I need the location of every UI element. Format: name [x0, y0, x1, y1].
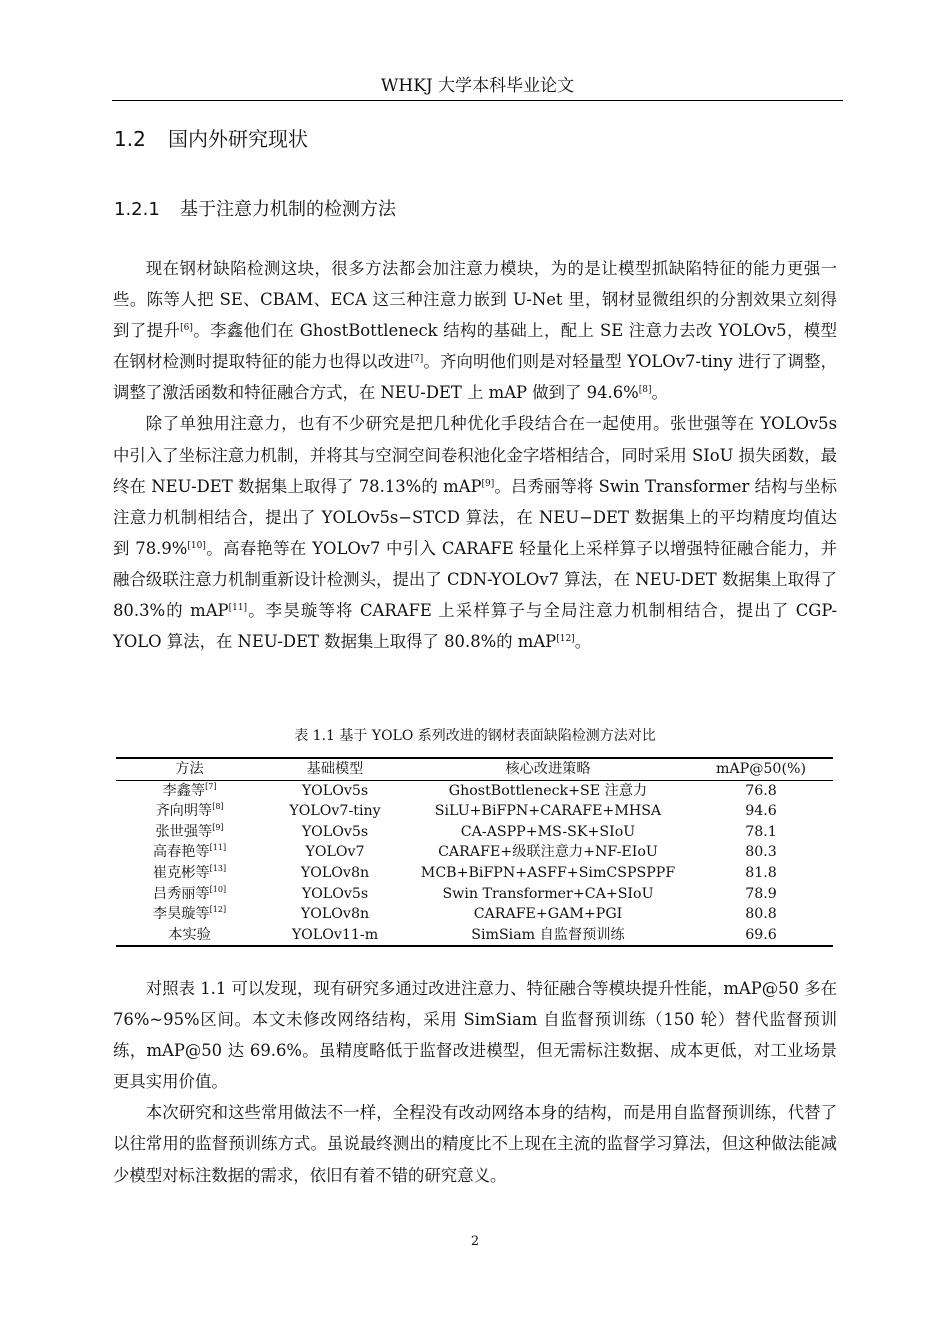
- cell-base-model: YOLOv5s: [301, 782, 369, 799]
- paragraph-text: 。吕秀丽等将 Swin Transformer 结构与坐标注意力机制相结合，提出了 YOLOv5s−STCD 算法，在 NEU−DET 数据集上的平均精度均值达到 78.9%: [113, 476, 837, 558]
- cell-map: 69.6: [745, 926, 777, 943]
- paragraph-text: 。李昊璇等将 CARAFE 上采样算子与全局注意力机制相结合，提出了 CGP-YOLO 算法，在 NEU-DET 数据集上取得了 80.8%的 mAP: [113, 601, 838, 652]
- page-number: 2: [470, 1234, 480, 1249]
- cell-strategy: CARAFE+级联注意力+NF-EIoU: [438, 844, 658, 861]
- cell-map: 76.8: [745, 782, 777, 799]
- table-header-row: [116, 758, 833, 780]
- table-header: [116, 758, 833, 780]
- cell-base-model: YOLOv11-m: [291, 926, 379, 943]
- section-heading: [114, 124, 308, 154]
- citation: [13]: [209, 863, 227, 873]
- table-row: [116, 925, 833, 947]
- citation: [10]: [209, 884, 227, 894]
- method-name: 张世强等: [155, 823, 213, 840]
- cell-strategy: SiLU+BiFPN+CARAFE+MHSA: [434, 803, 662, 820]
- table-row: [116, 863, 833, 884]
- section-title: 国内外研究现状: [168, 127, 308, 151]
- column-header-base-model: 基础模型: [306, 761, 364, 777]
- citation: [11]: [228, 603, 248, 614]
- paragraph-text: 。齐向明他们则是对轻量型 YOLOv7-tiny 进行了调整，调整了激活函数和特征融合方式，在 NEU-DET 上 mAP 做到了 94.6%: [113, 352, 837, 403]
- running-header: WHKJ 大学本科毕业论文: [380, 76, 575, 96]
- cell-base-model: YOLOv8n: [300, 864, 370, 881]
- cell-method: [116, 925, 263, 947]
- column-header-map: mAP@50(%): [715, 761, 807, 777]
- paragraph-text: 除了单独用注意力，也有不少研究是把几种优化手段结合在一起使用。张世强等在 YOLOv5s 中引入了坐标注意力机制，并将其与空洞空间卷积池化金字塔相结合，同时采用 SIoU 损失函数，最终在 NEU-DET 数据集上取得了 78.13%的 mAP: [113, 414, 837, 496]
- cell-map: 80.3: [745, 844, 777, 861]
- method-name: 高春艳等: [152, 844, 210, 861]
- section-number: 1.2: [114, 127, 146, 151]
- paragraph-text: 。高春艳等在 YOLOv7 中引入 CARAFE 轻量化上采样算子以增强特征融合能力，并融合级联注意力机制重新设计检测头，提出了 CDN-YOLOv7 算法，在 NEU-DET 数据集上取得了 80.3%的 mAP: [113, 538, 838, 621]
- paragraph-text: 。: [651, 383, 668, 403]
- citation: [7]: [410, 354, 424, 365]
- citation: [12]: [209, 905, 227, 915]
- citation: [8]: [212, 802, 224, 812]
- subsection-title: 基于注意力机制的检测方法: [180, 199, 396, 220]
- header-rule: [112, 100, 843, 101]
- column-header-strategy: 核心改进策略: [505, 761, 591, 777]
- method-name: 崔克彬等: [152, 864, 210, 881]
- cell-base-model: YOLOv7-tiny: [289, 803, 381, 820]
- cell-base-model: YOLOv7: [305, 844, 365, 861]
- comparison-table: [116, 757, 833, 947]
- table-body: [116, 780, 833, 946]
- body-text-upper: [113, 253, 837, 657]
- paragraph-3: [113, 973, 837, 1097]
- cell-strategy: CA-ASPP+MS-SK+SIoU: [460, 823, 636, 840]
- citation: [11]: [209, 843, 227, 853]
- method-name: 本实验: [168, 926, 211, 943]
- method-name: 李鑫等: [162, 782, 206, 799]
- table-row: [116, 884, 833, 905]
- cell-method: [116, 842, 263, 863]
- table-row: [116, 822, 833, 843]
- table-row: [116, 780, 833, 801]
- cell-method: [116, 904, 263, 925]
- cell-map: 80.8: [745, 906, 777, 923]
- column-header-method: 方法: [175, 761, 204, 777]
- subsection-heading: [114, 195, 396, 225]
- paragraph-2: [113, 408, 837, 657]
- paragraph-text: 对照表 1.1 可以发现，现有研究多通过改进注意力、特征融合等模块提升性能，mAP@50 多在 76%~95%区间。本文未修改网络结构，采用 SimSiam 自监督预训练（150 轮）替代监督预训练，mAP@50 达 69.6%。虽精度略低于监督改进模型，但无需标注数据、成本更低，对工业场景更具实用价值。: [113, 979, 837, 1092]
- cell-base-model: YOLOv8n: [300, 906, 370, 923]
- body-text-lower: [113, 973, 837, 1191]
- paragraph-text: 。: [574, 632, 592, 652]
- citation: [8]: [638, 385, 652, 396]
- paragraph-text: 现在钢材缺陷检测这块，很多方法都会加注意力模块，为的是让模型抓缺陷特征的能力更强一些。陈等人把 SE、CBAM、ECA 这三种注意力嵌到 U-Net 里，钢材显微组织的分割效果立刻得到了提升: [113, 259, 837, 341]
- table-row: [116, 904, 833, 925]
- method-name: 齐向明等: [155, 803, 213, 820]
- table-row: [116, 842, 833, 863]
- method-name: 李昊璇等: [152, 906, 210, 923]
- cell-map: 78.9: [745, 885, 777, 902]
- paragraph-4: [113, 1097, 837, 1190]
- citation: [9]: [212, 822, 224, 832]
- cell-map: 94.6: [745, 803, 777, 820]
- cell-method: [116, 884, 263, 905]
- table-row: [116, 801, 833, 822]
- citation: [9]: [481, 478, 495, 489]
- paragraph-text: 本次研究和这些常用做法不一样，全程没有改动网络本身的结构，而是用自监督预训练，代替了以往常用的监督预训练方式。虽说最终测出的精度比不上现在主流的监督学习算法，但这种做法能减少模型对标注数据的需求，依旧有着不错的研究意义。: [113, 1103, 837, 1185]
- subsection-number: 1.2.1: [114, 199, 160, 220]
- cell-method: [116, 780, 263, 801]
- cell-base-model: YOLOv5s: [301, 823, 369, 840]
- method-name: 吕秀丽等: [152, 885, 210, 902]
- citation: [12]: [556, 634, 575, 645]
- cell-strategy: Swin Transformer+CA+SIoU: [442, 885, 654, 902]
- cell-method: [116, 863, 263, 884]
- cell-strategy: CARAFE+GAM+PGI: [473, 906, 623, 923]
- cell-strategy: MCB+BiFPN+ASFF+SimCSPSPPF: [420, 864, 676, 881]
- cell-map: 78.1: [745, 823, 777, 840]
- cell-strategy: GhostBottleneck+SE 注意力: [448, 782, 648, 799]
- cell-method: [116, 822, 263, 843]
- cell-base-model: YOLOv5s: [301, 885, 369, 902]
- cell-map: 81.8: [745, 864, 777, 881]
- cell-strategy: SimSiam 自监督预训练: [471, 926, 625, 943]
- cell-method: [116, 801, 263, 822]
- table-caption: 表 1.1 基于 YOLO 系列改进的钢材表面缺陷检测方法对比: [294, 728, 656, 744]
- paragraph-text: 。李鑫他们在 GhostBottleneck 结构的基础上，配上 SE 注意力去改 YOLOv5，模型在钢材检测时提取特征的能力也得以改进: [113, 321, 837, 372]
- citation: [7]: [205, 781, 217, 791]
- citation: [10]: [187, 540, 206, 551]
- paragraph-1: [113, 253, 837, 408]
- citation: [6]: [180, 323, 193, 334]
